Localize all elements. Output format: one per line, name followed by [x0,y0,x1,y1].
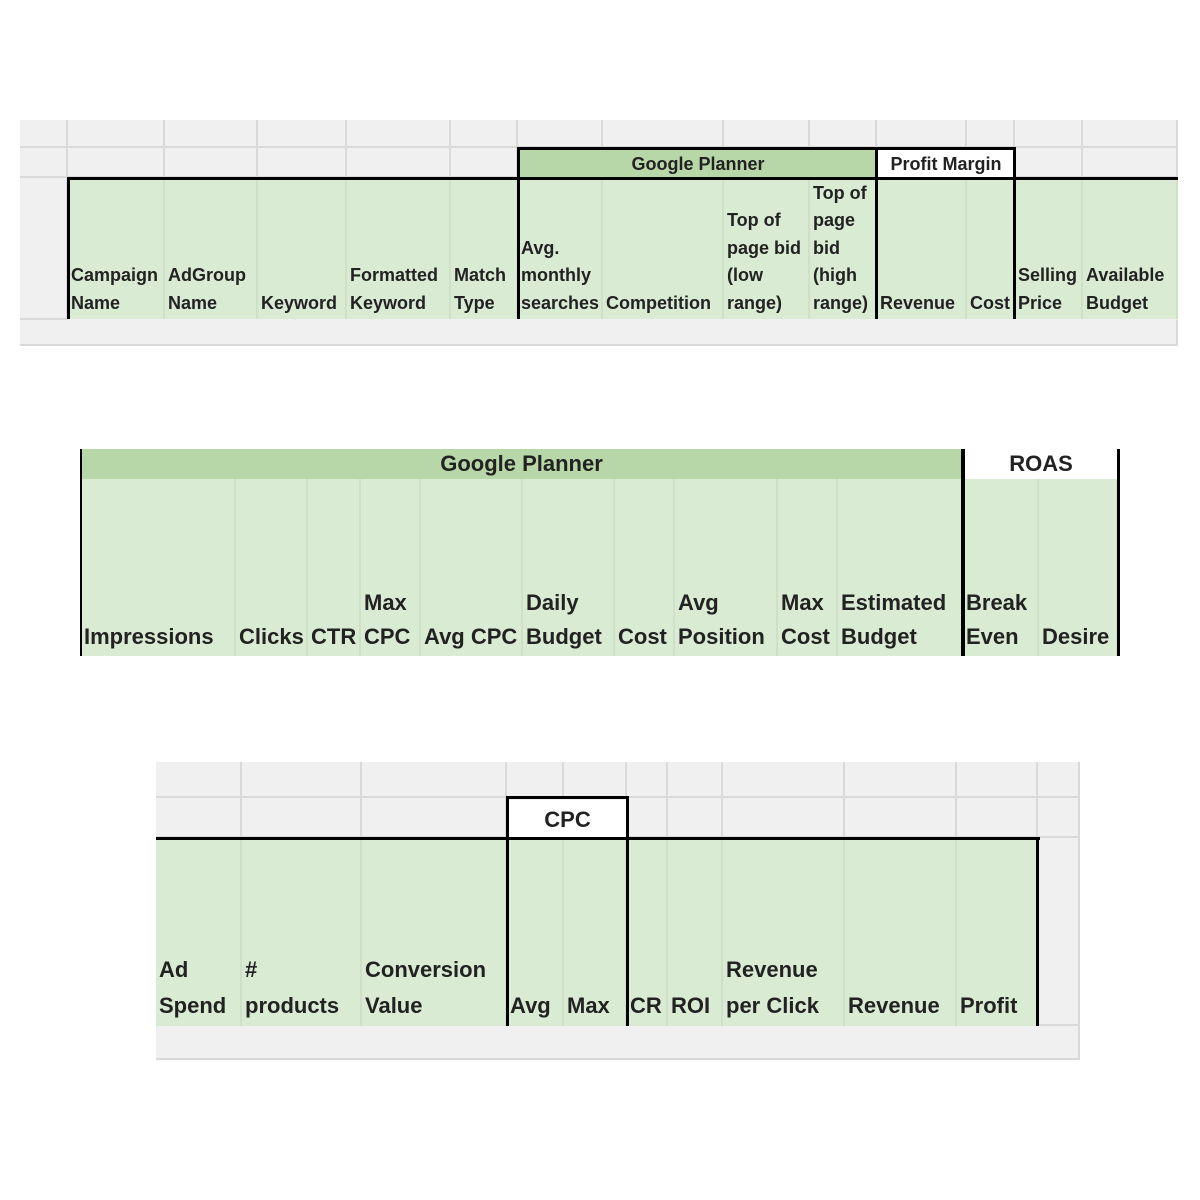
column-header-competition[interactable] [603,179,724,319]
header-text-line: Avg [510,993,551,1018]
header-text-line: Max [781,590,824,615]
header-text-line: Cost [781,624,830,649]
empty-cell[interactable] [156,1026,1080,1060]
empty-cell[interactable] [1015,148,1083,178]
header-text-line: per Click [726,993,819,1018]
empty-cell[interactable] [451,148,518,178]
column-header-desire[interactable] [1039,479,1118,656]
empty-cell[interactable] [668,762,723,798]
column-header-adgroup-name[interactable] [165,179,258,319]
header-text-line: Revenue [726,957,818,982]
empty-cell[interactable] [845,762,957,798]
header-text-line: CTR [311,624,357,649]
empty-cell[interactable] [627,762,668,798]
column-header-max-cost[interactable] [778,479,838,656]
header-text-line: Keyword [261,292,338,313]
column-header-avg[interactable] [507,840,564,1026]
column-header-revenue-per-click[interactable] [723,840,845,1026]
header-text-line: Keyword [350,292,427,313]
header-text-line: page bid [727,237,802,258]
empty-cell[interactable] [68,148,165,178]
column-header-roi[interactable] [668,840,723,1026]
empty-cell[interactable] [156,798,242,838]
header-text-line: Name [168,292,218,313]
header-text-line: Cost [970,292,1010,313]
header-text-line: Desire [1042,624,1110,649]
header-text-line: Position [678,624,765,649]
empty-cell[interactable] [156,762,242,798]
header-text-line: Break [966,590,1028,615]
column-header-revenue[interactable] [845,840,957,1026]
header-text-line: Formatted [350,265,439,285]
header-text-line: page [813,210,856,230]
column-header-avg-position[interactable] [675,479,778,656]
empty-cell[interactable] [20,320,1178,346]
empty-cell[interactable] [347,120,451,148]
header-text-line: Revenue [848,993,940,1018]
empty-cell[interactable] [242,798,362,838]
header-text-line: Value [365,993,423,1018]
header-text-line: Profit [960,993,1018,1018]
column-header-ad-spend[interactable] [156,840,242,1026]
empty-cell[interactable] [1038,838,1080,1026]
column-header-estimated-budget[interactable] [838,479,963,656]
header-text-line: Price [1018,292,1063,313]
band-profit-margin: Profit Margin [877,150,1015,178]
band-google-planner: Google Planner [519,150,877,178]
band-cpc: CPC [508,800,627,840]
empty-cell[interactable] [1083,120,1178,148]
header-text-line: Avg CPC [424,624,518,649]
header-text-line: Revenue [880,292,956,313]
header-text-line: CR [630,993,662,1018]
header-text-line: Selling [1018,265,1078,285]
empty-cell[interactable] [451,120,518,148]
header-text-line: range) [727,292,783,313]
header-text-line: bid [813,237,840,258]
header-text-line: searches [521,292,600,313]
header-text-line: Available [1086,265,1165,285]
header-text-line: Type [454,292,495,313]
column-header-impressions[interactable] [81,479,236,656]
column-header-formatted-keyword[interactable] [347,179,451,319]
header-text-line: Ad [159,957,189,982]
empty-cell[interactable] [724,120,810,148]
column-header-cost[interactable] [615,479,675,656]
header-text-line: Top of [727,210,781,230]
column-header-daily-budget[interactable] [523,479,615,656]
empty-cell[interactable] [810,120,877,148]
column-header-match-type[interactable] [451,179,518,319]
header-text-line: products [245,993,340,1018]
header-text-line: Budget [1086,292,1148,313]
header-text-line: ROI [671,993,711,1018]
header-text-line: Daily [526,590,579,615]
column-header-products[interactable] [242,840,362,1026]
empty-cell[interactable] [507,762,564,798]
column-header-ctr[interactable] [308,479,361,656]
empty-cell[interactable] [627,798,668,838]
empty-cell[interactable] [1015,120,1083,148]
column-header-avg-monthly-searches[interactable] [518,179,603,319]
empty-cell[interactable] [603,120,724,148]
column-header-revenue[interactable] [877,179,967,319]
header-text-line: Conversion [365,957,487,982]
column-header-available-budget[interactable] [1083,179,1178,319]
header-text-line: Avg. [521,237,560,258]
column-header-cost[interactable] [967,179,1015,319]
empty-cell[interactable] [242,762,362,798]
header-text-line: Name [71,292,121,313]
header-text-line: # [245,957,258,982]
column-header-selling-price[interactable] [1015,179,1083,319]
header-text-line: Impressions [84,624,214,649]
column-header-max[interactable] [564,840,627,1026]
header-text-line: Max [567,993,610,1018]
header-text-line: Even [966,624,1019,649]
empty-cell[interactable] [68,120,165,148]
header-text-line: Spend [159,993,227,1018]
empty-cell[interactable] [723,798,845,838]
empty-cell[interactable] [165,120,258,148]
band-google-planner: Google Planner [80,449,963,479]
empty-cell[interactable] [518,120,603,148]
empty-cell[interactable] [20,120,68,148]
column-header-max-cpc[interactable] [361,479,421,656]
empty-cell[interactable] [1083,148,1178,178]
header-text-line: Budget [841,624,917,649]
empty-cell[interactable] [877,120,967,148]
header-text-line: Match [454,265,507,285]
column-header-clicks[interactable] [236,479,308,656]
header-text-line: Cost [618,624,667,649]
empty-cell[interactable] [957,762,1038,798]
header-text-line: Top of [813,182,867,203]
column-header-cr[interactable] [627,840,668,1026]
empty-cell[interactable] [20,178,68,320]
empty-cell[interactable] [362,798,507,838]
column-header-keyword[interactable] [258,179,347,319]
empty-cell[interactable] [20,148,68,178]
column-header-top-of-page-bid-low-range[interactable] [724,179,810,319]
header-text-line: (low [727,265,763,285]
header-text-line: Campaign [71,265,159,285]
column-header-break-even[interactable] [963,479,1039,656]
empty-cell[interactable] [564,762,627,798]
column-header-top-of-page-bid-high-range[interactable] [810,179,877,319]
empty-cell[interactable] [258,148,347,178]
header-text-line: AdGroup [168,265,246,285]
empty-cell[interactable] [1038,798,1080,838]
empty-cell[interactable] [347,148,451,178]
header-text-line: Competition [606,292,711,313]
header-text-line: (high [813,265,857,285]
header-text-line: CPC [364,624,411,649]
empty-cell[interactable] [1038,762,1080,798]
empty-cell[interactable] [165,148,258,178]
header-text-line: Max [364,590,407,615]
empty-cell[interactable] [957,798,1038,838]
empty-cell[interactable] [723,762,845,798]
column-header-profit[interactable] [957,840,1038,1026]
column-header-campaign-name[interactable] [68,179,165,319]
empty-cell[interactable] [258,120,347,148]
band-roas: ROAS [963,449,1119,479]
empty-cell[interactable] [967,120,1015,148]
header-text-line: Clicks [239,624,304,649]
header-text-line: Avg [678,590,719,615]
header-text-line: range) [813,292,869,313]
empty-cell[interactable] [668,798,723,838]
empty-cell[interactable] [845,798,957,838]
header-text-line: Estimated [841,590,947,615]
header-text-line: Budget [526,624,602,649]
column-header-avg-cpc[interactable] [421,479,523,656]
empty-cell[interactable] [362,762,507,798]
header-text-line: monthly [521,265,591,285]
column-header-conversion-value[interactable] [362,840,507,1026]
